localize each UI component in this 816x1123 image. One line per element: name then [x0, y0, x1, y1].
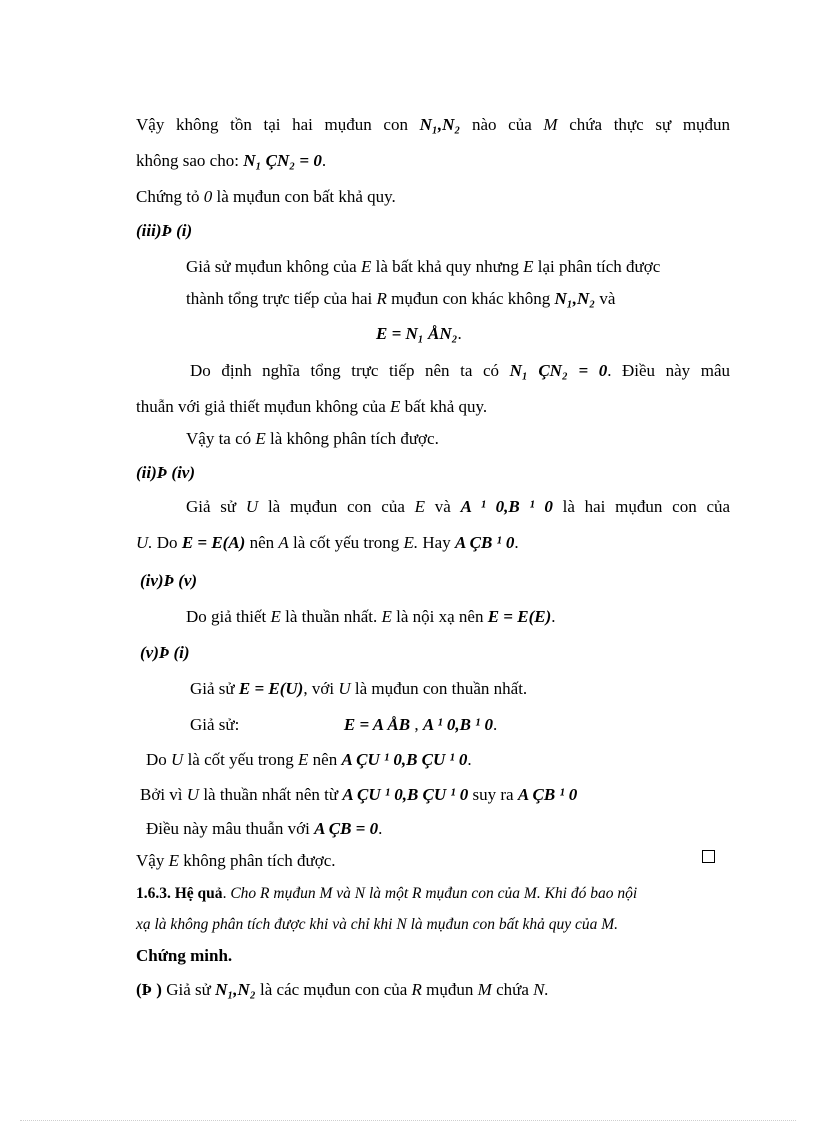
math-expression: E = E(A) [181, 533, 246, 552]
paragraph-line: thuẫn với giả thiết mụđun không của E bất khả quy. [136, 397, 488, 416]
math-expression: A ÇB = 0 [314, 819, 379, 838]
paragraph-line: Vậy không tồn tại hai mụđun con N₁,N₂ nào của M chứa thực sự mụđun [136, 115, 731, 134]
math-expression: N₁,N₂ [419, 115, 461, 134]
corollary-line: xạ là không phân tích được khi và chỉ khi N là mụđun con bất khả quy của M. [136, 916, 619, 933]
paragraph-line: Giả sử mụđun không của E là bất khả quy nhưng E lại phân tích được [186, 257, 661, 276]
paragraph-line: không sao cho: N₁ ÇN₂ = 0. [136, 151, 327, 170]
proof-heading: Chứng minh. [136, 946, 233, 965]
page-edge-divider [20, 1120, 796, 1121]
paragraph-line: Giả sử E = E(U), với U là mụđun con thuần nhất. [190, 679, 528, 698]
paragraph-line: Giả sử: E = A ÅB , A ¹ 0,B ¹ 0. [190, 715, 498, 734]
corollary-label: 1.6.3. Hệ quả [136, 885, 223, 902]
math-expression: E = A ÅB [343, 715, 411, 734]
paragraph-line: Do U là cốt yếu trong E nên A ÇU ¹ 0,B ÇU ¹ 0. [146, 750, 472, 769]
qed-box [702, 850, 715, 863]
paragraph-line: Do giả thiết E là thuần nhất. E là nội xạ nên E = E(E). [186, 607, 556, 626]
paragraph-line: Chứng tỏ 0 là mụđun con bất khả quy. [136, 187, 396, 206]
paragraph-line: (Þ ) Giả sử N₁,N₂ là các mụđun con của R mụđun M chứa N. [136, 980, 549, 999]
math-expression: N₁,N₂ [215, 980, 256, 999]
math-expression: A ¹ 0,B ¹ 0 [422, 715, 494, 734]
math-expression: N₁ ÇN₂ = 0 [243, 151, 322, 170]
corollary-line: 1.6.3. Hệ quả. Cho R mụđun M và N là một R mụđun con của M. Khi đó bao nội [136, 885, 638, 902]
proof-step-heading: (iv)Þ (v) [140, 571, 198, 590]
paragraph-line: Điều này mâu thuẫn với A ÇB = 0. [146, 819, 383, 838]
paragraph-line: Bởi vì U là thuần nhất nên từ A ÇU ¹ 0,B ÇU ¹ 0 suy ra A ÇB ¹ 0 [140, 785, 578, 804]
paragraph-line: U. Do E = E(A) nên A là cốt yếu trong E. Hay A ÇB ¹ 0. [136, 533, 519, 552]
paragraph-line: Vậy ta có E là không phân tích được. [186, 429, 439, 448]
paragraph-line: Giả sử U là mụđun con của E và A ¹ 0,B ¹ 0 là hai mụđun con của [186, 497, 731, 516]
math-expression: N₁,N₂ [554, 289, 596, 308]
math-expression: A ÇU ¹ 0,B ÇU ¹ 0 [342, 785, 469, 804]
math-expression: A ÇU ¹ 0,B ÇU ¹ 0 [341, 750, 468, 769]
math-expression: A ÇB ¹ 0 [517, 785, 578, 804]
proof-step-heading: (ii)Þ (iv) [136, 463, 195, 482]
display-equation: E = N₁ ÅN₂. [376, 324, 462, 343]
proof-step-heading: (iii)Þ (i) [136, 221, 193, 240]
math-expression: E = E(U) [238, 679, 304, 698]
math-expression: N₁ ÇN₂ = 0 [509, 361, 608, 380]
math-expression: E = E(E) [487, 607, 552, 626]
math-expression: A ¹ 0,B ¹ 0 [460, 497, 553, 516]
paragraph-line: Do định nghĩa tổng trực tiếp nên ta có N₁ ÇN₂ = 0. Điều này mâu [190, 361, 731, 380]
direction-marker: (Þ ) [136, 980, 162, 999]
math-expression: A ÇB ¹ 0 [454, 533, 515, 552]
paragraph-line: thành tổng trực tiếp của hai R mụđun con khác không N₁,N₂ và [186, 289, 616, 308]
paragraph-line: Vậy E không phân tích được. [136, 851, 336, 870]
proof-step-heading: (v)Þ (i) [140, 643, 190, 662]
